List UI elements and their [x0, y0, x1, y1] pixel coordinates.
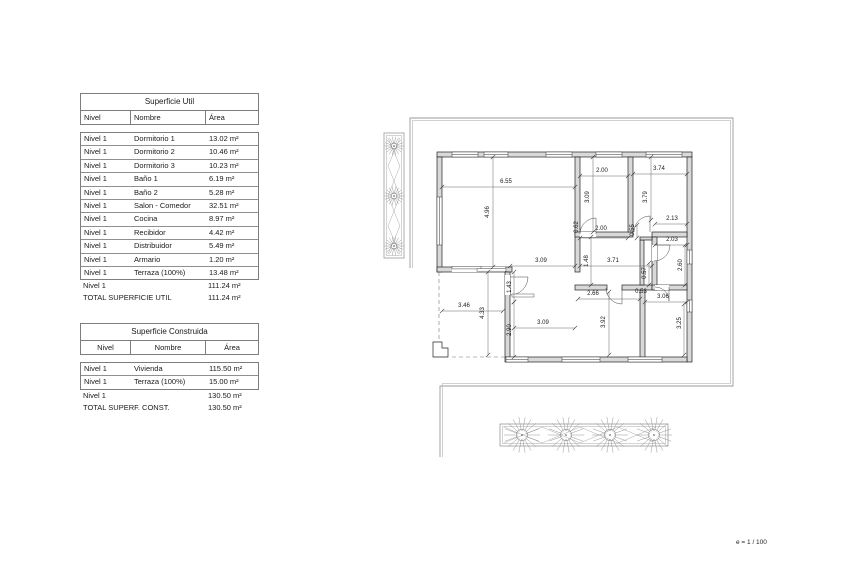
table-cell: 15.00 m²	[209, 377, 239, 387]
window	[452, 152, 478, 157]
table-cell: Nivel 1	[84, 174, 107, 184]
dimension-label: 2.90	[507, 324, 513, 336]
column-header: Área	[209, 113, 225, 122]
total-area: 130.50 m²	[208, 402, 242, 412]
table-cell: 13.48 m²	[209, 267, 239, 277]
table-cell: Nivel 1	[84, 147, 107, 157]
window	[506, 357, 528, 362]
dimension-label: 3.06	[657, 294, 669, 300]
table-cell: Nivel 1	[84, 241, 107, 251]
terrace-outline	[439, 272, 505, 357]
dimension-label: 3.09	[585, 191, 591, 203]
table-cell: Nivel 1	[84, 227, 107, 237]
dimension-label: 0.55	[630, 224, 636, 236]
table-title: Superficie Construida	[81, 324, 258, 341]
dimension-label: 3.25	[677, 317, 683, 329]
bathroom1-door	[580, 218, 596, 237]
dimension-label: 6.55	[500, 179, 512, 185]
table-cell: 10.46 m²	[209, 147, 239, 157]
sliding-door	[452, 266, 506, 272]
table-cell: 4.42 m²	[209, 227, 235, 237]
table-cell: Terraza (100%)	[134, 377, 186, 387]
table-cell: Dormitorio 3	[134, 160, 175, 170]
terrace-pillar	[433, 342, 448, 357]
dimension-label: 2.00	[595, 226, 607, 232]
window	[628, 357, 662, 362]
bedroom2-door	[606, 288, 622, 304]
column-header: Área	[224, 343, 240, 352]
window	[546, 152, 572, 157]
dimension-label: 0.57	[642, 267, 648, 279]
table-cell: Nivel 1	[84, 267, 107, 277]
table-cell: Salon - Comedor	[134, 200, 191, 210]
table-cell: 32.51 m²	[209, 200, 239, 210]
dimension-label: 0.53	[635, 289, 647, 295]
dimension-label: 2.66	[587, 291, 599, 297]
shrub-icon	[504, 417, 540, 453]
dimension-label: 4.96	[485, 206, 491, 218]
dimension-label: 3.74	[653, 166, 665, 172]
dimension-label: 3.09	[537, 320, 549, 326]
dimension-label: 2.60	[678, 259, 684, 271]
dimension-label: 3.79	[643, 191, 649, 203]
table-cell: 10.23 m²	[209, 160, 239, 170]
total-label: TOTAL SUPERF. CONST.	[83, 402, 170, 412]
window	[562, 357, 600, 362]
table-cell: Dormitorio 2	[134, 147, 175, 157]
table-cell: Nivel 1	[84, 200, 107, 210]
subtotal-area: 111.24 m²	[208, 281, 241, 291]
scale-note: e = 1 / 100	[736, 539, 767, 546]
table-cell: 5.28 m²	[209, 187, 235, 197]
shrub-icon	[385, 187, 404, 206]
table-cell: Armario	[134, 254, 161, 264]
dimension-label: 3.09	[535, 258, 547, 264]
table-cell: Nivel 1	[84, 377, 107, 387]
table-cell: Cocina	[134, 214, 158, 224]
dimension-label: 2.00	[596, 168, 608, 174]
window	[687, 300, 692, 312]
table-cell: 5.49 m²	[209, 241, 235, 251]
dimension-label: 3.92	[601, 316, 607, 328]
dimension-label: 2.13	[666, 216, 678, 222]
table-cell: Recibidor	[134, 227, 166, 237]
hedge-horizontal	[500, 417, 672, 453]
shrub-icon	[592, 417, 628, 453]
table-cell: 8.97 m²	[209, 214, 235, 224]
column-header: Nombre	[131, 111, 206, 124]
table-cell: Nivel 1	[84, 134, 107, 143]
table-cell: Nivel 1	[84, 160, 107, 170]
column-header: Nivel	[81, 341, 131, 354]
table-cell: Nivel 1	[84, 254, 107, 264]
shrub-icons	[385, 137, 404, 256]
total-area: 111.24 m²	[208, 293, 241, 303]
subtotal-level: Nivel 1	[83, 281, 106, 291]
shrub-icon	[548, 417, 584, 453]
table-cell: Terraza (100%)	[134, 267, 186, 277]
hedge-vertical	[384, 133, 404, 258]
kitchen-counter	[512, 294, 534, 297]
dimension-label: 1.43	[507, 281, 513, 293]
table-cell: Baño 1	[134, 174, 158, 184]
table-cell: Nivel 1	[84, 364, 107, 373]
column-header: Nivel	[81, 111, 131, 124]
dimension-label: 4.33	[480, 307, 486, 319]
dimension-label: 3.71	[607, 258, 619, 264]
column-header: Nombre	[131, 341, 206, 354]
dimension-label: 2.03	[666, 237, 678, 243]
window	[437, 197, 442, 245]
window	[484, 152, 508, 157]
shrub-icon	[636, 417, 672, 453]
dimension-label: 1.48	[584, 255, 590, 267]
table-cell: Baño 2	[134, 187, 158, 197]
table-cell: Nivel 1	[84, 214, 107, 224]
table-cell: Nivel 1	[84, 187, 107, 197]
window	[687, 250, 692, 264]
window	[596, 152, 622, 157]
bathroom2-door	[652, 245, 670, 261]
dimension-label: 3.46	[458, 303, 470, 309]
table-title: Superficie Util	[81, 94, 258, 111]
subtotal-level: Nivel 1	[83, 390, 106, 400]
table-cell: 1.20 m²	[209, 254, 235, 264]
table-cell: Vivienda	[134, 364, 163, 373]
table-cell: 13.02 m²	[209, 134, 239, 143]
table-cell: Dormitorio 1	[134, 134, 175, 143]
shrub-icons	[504, 417, 672, 453]
total-label: TOTAL SUPERFICIE UTIL	[83, 293, 172, 303]
table-cell: 6.19 m²	[209, 174, 235, 184]
table-cell: 115.50 m²	[209, 364, 243, 373]
table-cell: Distribuidor	[134, 241, 172, 251]
bedroom1-door	[634, 216, 650, 232]
dimension-label: 0.62	[574, 221, 580, 233]
subtotal-area: 130.50 m²	[208, 390, 242, 400]
